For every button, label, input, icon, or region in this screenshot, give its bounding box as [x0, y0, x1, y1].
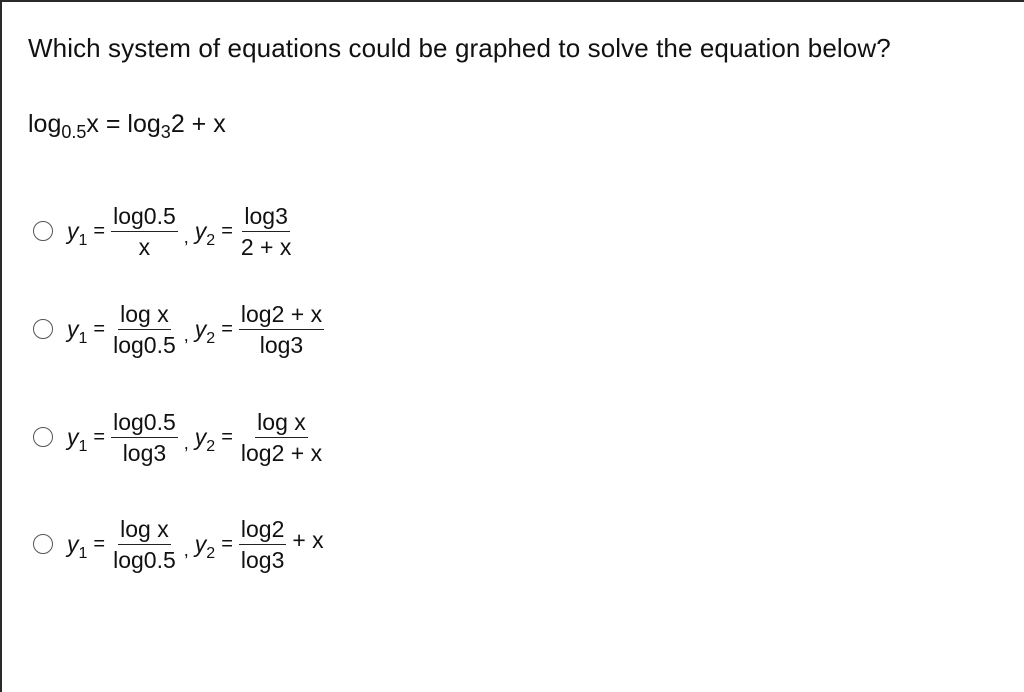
radio-button[interactable]	[33, 319, 53, 339]
y2-fraction	[239, 515, 286, 574]
given-lhs-base: 0.5	[61, 122, 87, 142]
answer-option-4[interactable]	[33, 512, 324, 576]
y1-denominator: log3	[122, 439, 167, 466]
y1-denominator: log0.5	[113, 546, 176, 573]
answer-option-2[interactable]	[33, 297, 324, 361]
radio-button[interactable]	[33, 534, 53, 554]
radio-button[interactable]	[33, 427, 53, 447]
y2-numerator: log2 + x	[239, 300, 324, 330]
y2-numerator: log x	[255, 408, 308, 438]
equals-sign: =	[221, 219, 233, 242]
y1-numerator: log0.5	[111, 202, 178, 232]
y1-denominator: x	[138, 233, 151, 260]
y1-numerator: log x	[118, 515, 171, 545]
given-lhs-arg: x	[86, 110, 99, 138]
equals-sign: =	[93, 317, 106, 340]
y2-label: $y_2$	[194, 423, 216, 455]
y2-tail: + x	[292, 526, 324, 553]
y1-label: $y_1$	[67, 217, 88, 249]
y2-label: $y_2$	[194, 217, 216, 249]
separator: ,	[183, 324, 189, 345]
y2-denominator: log3	[240, 546, 285, 573]
y1-fraction	[111, 408, 178, 467]
separator: ,	[183, 226, 189, 247]
separator: ,	[183, 432, 189, 453]
y1-fraction	[111, 300, 178, 359]
question-text: Which system of equations could be graphed to solve the equation below?	[28, 33, 891, 63]
given-equation	[28, 110, 226, 142]
y2-label: $y_2$	[194, 530, 216, 562]
equals-sign: =	[221, 425, 233, 448]
y1-fraction	[111, 202, 178, 261]
given-equals: =	[105, 110, 121, 138]
y2-denominator: log2 + x	[240, 439, 323, 466]
y1-numerator: log x	[118, 300, 171, 330]
equals-sign: =	[93, 532, 106, 555]
y1-fraction	[111, 515, 178, 574]
y2-numerator: log2	[239, 515, 286, 545]
y2-denominator: log3	[259, 331, 304, 358]
y2-fraction	[239, 408, 324, 467]
separator: ,	[183, 539, 189, 560]
y1-label: $y_1$	[67, 423, 88, 455]
y2-label: $y_2$	[194, 315, 216, 347]
y2-denominator: 2 + x	[240, 233, 292, 260]
y2-numerator: log3	[242, 202, 289, 232]
answer-option-3[interactable]	[33, 405, 324, 469]
equals-sign: =	[221, 532, 233, 555]
y2-fraction	[239, 300, 324, 359]
radio-button[interactable]	[33, 221, 53, 241]
equals-sign: =	[221, 317, 233, 340]
y1-denominator: log0.5	[113, 331, 176, 358]
equals-sign: =	[93, 425, 106, 448]
y1-numerator: log0.5	[111, 408, 178, 438]
given-lhs-log: log	[28, 110, 62, 138]
y1-label: $y_1$	[67, 530, 88, 562]
given-rhs-log: log	[127, 110, 161, 138]
given-rhs-base: 3	[160, 122, 171, 142]
y2-fraction	[239, 202, 294, 261]
given-rhs-rest: 2 + x	[170, 110, 226, 138]
answer-option-1[interactable]	[33, 199, 293, 263]
y1-label: $y_1$	[67, 315, 88, 347]
equals-sign: =	[93, 219, 106, 242]
